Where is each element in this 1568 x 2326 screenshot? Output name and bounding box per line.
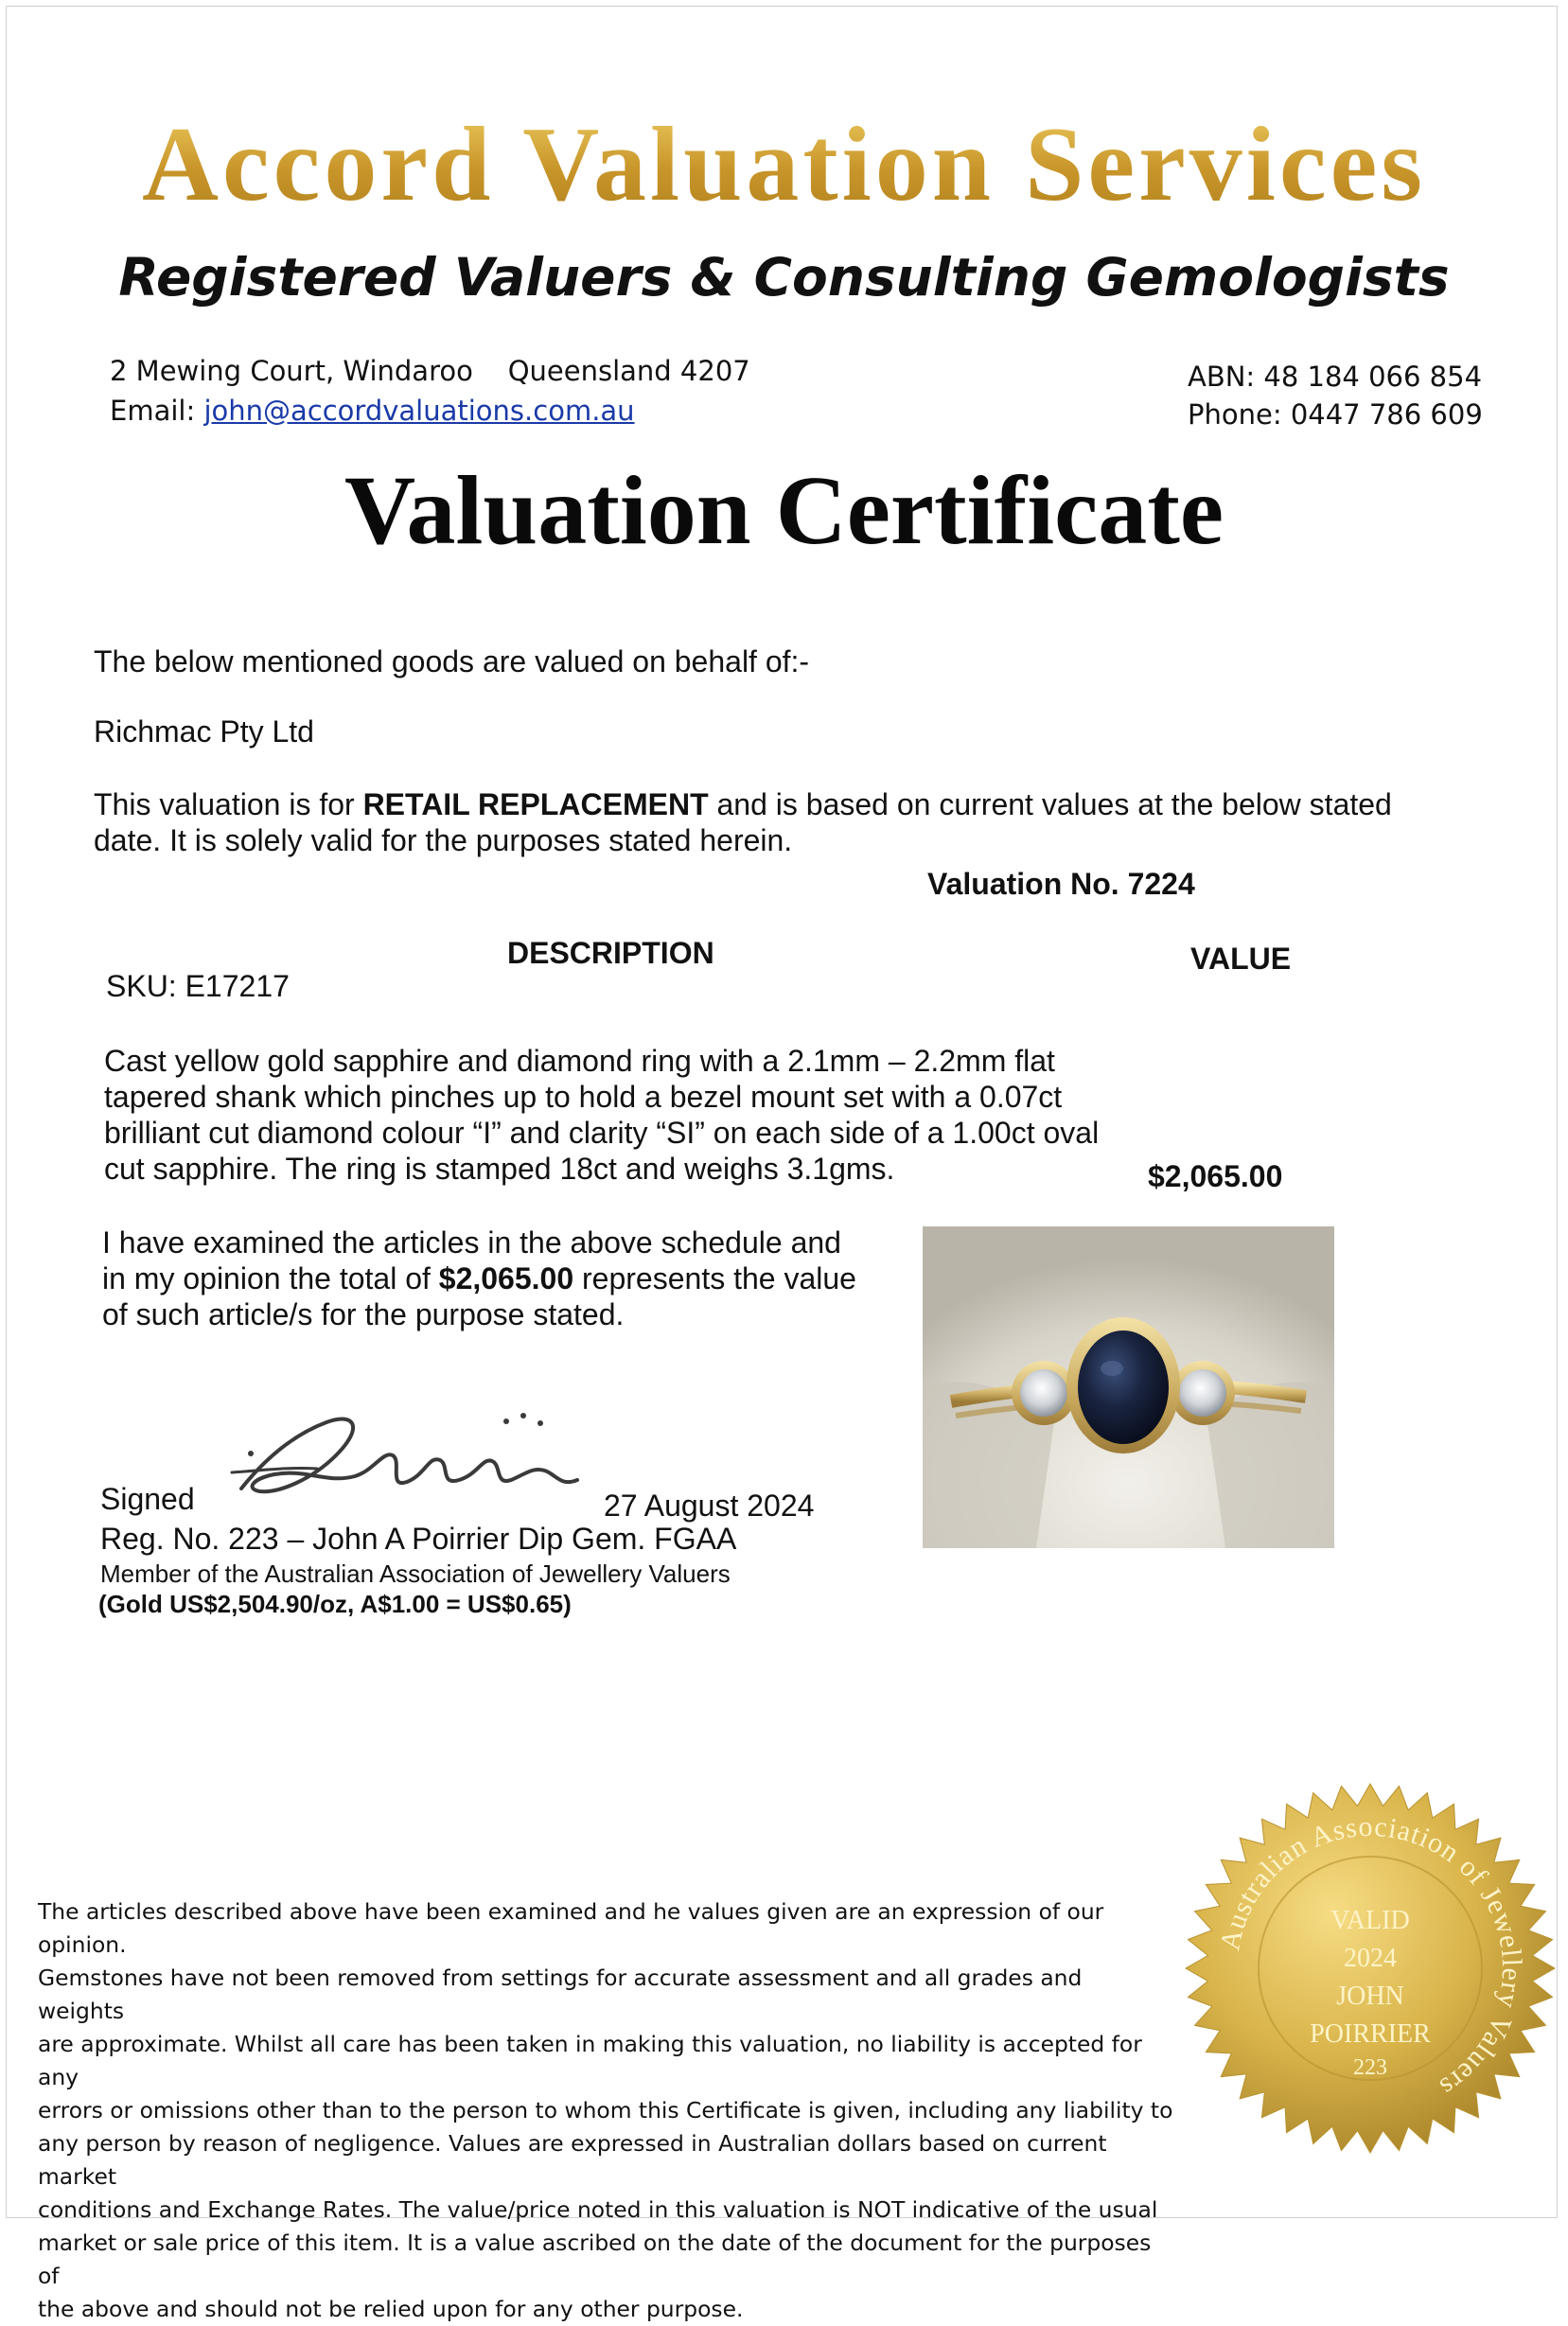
description-line: tapered shank which pinches up to hold a bezel mount set with a 0.07ct <box>104 1080 1063 1114</box>
item-value: $2,065.00 <box>1148 1159 1283 1193</box>
seal-ring-text: Australian Association of Jewellery Valuers <box>1214 1810 1528 2104</box>
client-name: Richmac Pty Ltd <box>94 714 314 749</box>
phone: Phone: 0447 786 609 <box>1188 398 1483 431</box>
description-line: cut sapphire. The ring is stamped 18ct and weighs 3.1gms. <box>104 1152 895 1186</box>
signed-label: Signed <box>100 1482 195 1516</box>
disclaimer-line: market or sale price of this item. It is a value ascribed on the date of the document for the purposes of <box>38 2229 1152 2289</box>
purpose-suffix: and is based on current values at the below stated <box>708 787 1392 821</box>
valuation-number: Valuation No. 7224 <box>927 867 1195 901</box>
purpose-text <box>94 787 1475 859</box>
certificate-title: Valuation Certificate <box>344 456 1224 565</box>
gold-seal <box>1181 1779 1559 2158</box>
seal-number: 223 <box>1353 2055 1387 2080</box>
description-line: brilliant cut diamond colour “I” and clarity “SI” on each side of a 1.00ct oval <box>104 1116 1100 1150</box>
description-header: DESCRIPTION <box>507 936 714 970</box>
disclaimer <box>38 1895 1173 2326</box>
purpose-line-2: date. It is solely valid for the purposes stated herein. <box>94 822 793 857</box>
disclaimer-line: conditions and Exchange Rates. The value/price noted in this valuation is NOT indicative of the usual <box>38 2196 1158 2223</box>
company-address: 2 Mewing Court, Windaroo Queensland 4207 <box>110 355 750 387</box>
exchange-rates: (Gold US$2,504.90/oz, A$1.00 = US$0.65) <box>98 1590 572 1618</box>
handwritten-signature <box>222 1399 591 1522</box>
disclaimer-line: the above and should not be relied upon for any other purpose. <box>38 2296 744 2322</box>
email-line <box>110 397 635 425</box>
ring-illustration <box>923 1226 1334 1548</box>
seal-last-name: POIRRIER <box>1310 2019 1431 2049</box>
opinion-total: $2,065.00 <box>438 1261 574 1295</box>
company-name: Accord Valuation Services <box>0 112 1568 218</box>
purpose-line-1 <box>94 787 1475 823</box>
email-label: Email: <box>110 395 196 427</box>
seal-year: 2024 <box>1344 1944 1397 1973</box>
disclaimer-line: any person by reason of negligence. Values are expressed in Australian dollars based on current market <box>38 2130 1107 2190</box>
seal-first-name: JOHN <box>1336 1982 1404 2011</box>
description-line: Cast yellow gold sapphire and diamond ring with a 2.1mm – 2.2mm flat <box>104 1044 1055 1078</box>
abn: ABN: 48 184 066 854 <box>1188 361 1483 393</box>
disclaimer-line: The articles described above have been examined and he values given are an expression of our opinion. <box>38 1898 1104 1958</box>
intro-text: The below mentioned goods are valued on behalf of:- <box>94 644 810 678</box>
valuer-registration: Reg. No. 223 – John A Poirrier Dip Gem. FGAA <box>100 1522 737 1556</box>
opinion-line-3: of such article/s for the purpose stated. <box>102 1297 625 1331</box>
opinion-text <box>102 1225 916 1332</box>
disclaimer-line: errors or omissions other than to the person to whom this Certificate is given, including any liability to <box>38 2097 1173 2123</box>
opinion-suffix: represents the value <box>573 1261 856 1295</box>
item-description <box>104 1043 1154 1187</box>
opinion-prefix: in my opinion the total of <box>102 1261 439 1295</box>
company-tagline: Registered Valuers & Consulting Gemologists <box>118 247 1450 308</box>
disclaimer-line: are approximate. Whilst all care has been taken in making this valuation, no liability is accepted for any <box>38 2031 1142 2090</box>
opinion-line-2 <box>102 1260 916 1296</box>
value-header: VALUE <box>1190 942 1292 976</box>
signature-date: 27 August 2024 <box>604 1489 815 1523</box>
purpose-prefix: This valuation is for <box>94 787 363 821</box>
sku: SKU: E17217 <box>106 969 290 1003</box>
disclaimer-line: Gemstones have not been removed from settings for accurate assessment and all grades and weights <box>38 1965 1083 2024</box>
email-link[interactable]: john@accordvaluations.com.au <box>203 395 635 427</box>
seal-valid: VALID <box>1330 1906 1410 1935</box>
ring-photo <box>923 1226 1334 1548</box>
opinion-line-1: I have examined the articles in the above schedule and <box>102 1225 841 1260</box>
association-membership: Member of the Australian Association of Jewellery Valuers <box>100 1559 731 1588</box>
purpose-bold: RETAIL REPLACEMENT <box>362 787 709 821</box>
